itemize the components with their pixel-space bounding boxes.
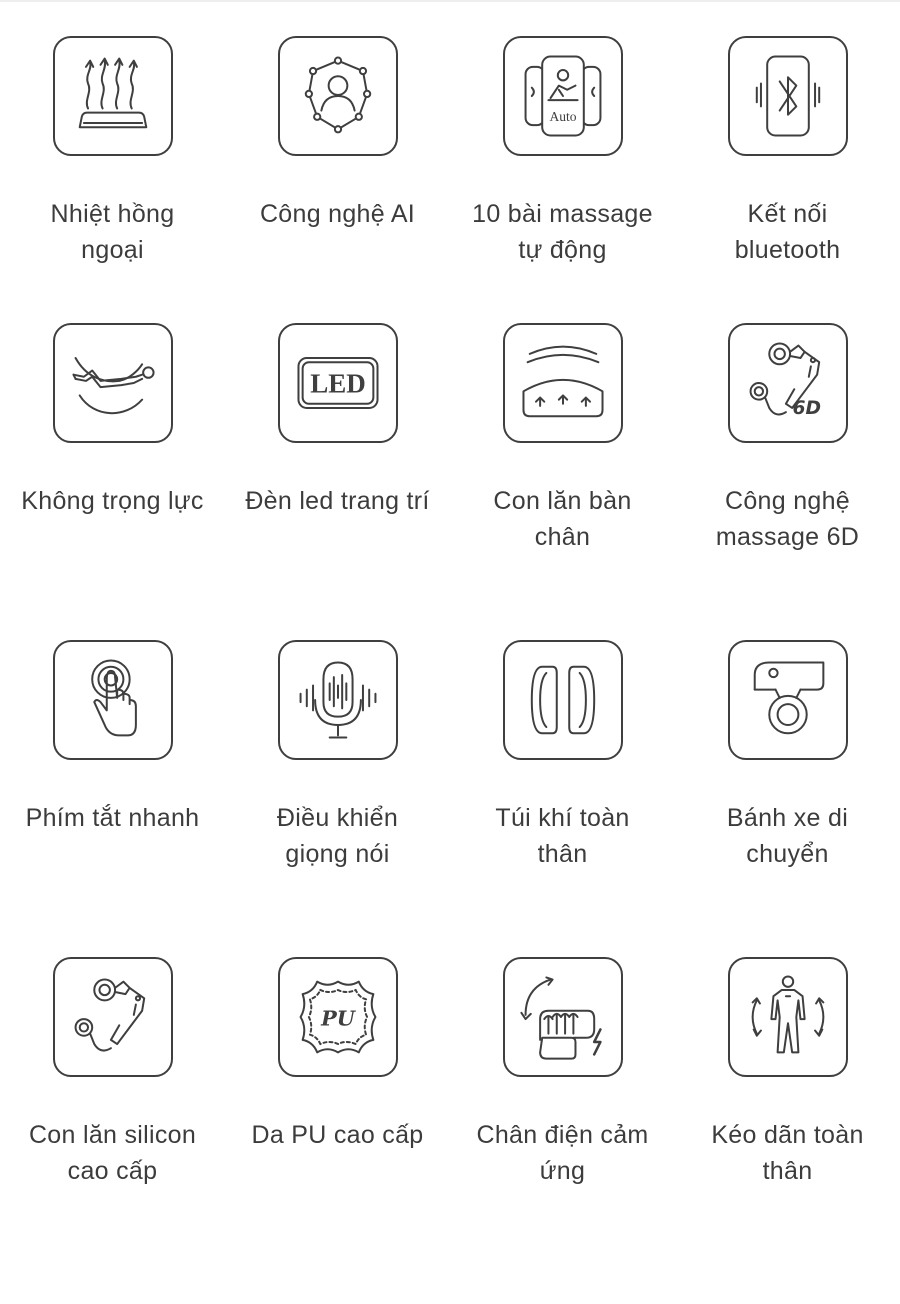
feature-item <box>225 640 450 987</box>
led-light-icon <box>286 331 390 435</box>
wheel-icon <box>736 648 840 752</box>
icon-frame <box>278 323 398 443</box>
feature-item <box>450 323 675 670</box>
zero-gravity-icon <box>61 331 165 435</box>
feature-label: Công nghệ AI <box>259 200 416 228</box>
feature-item <box>0 640 225 987</box>
feature-label: Điều khiển giọng nói <box>276 804 399 868</box>
feature-label: Không trọng lực <box>21 487 204 515</box>
feature-label: Công nghệ massage 6D <box>715 487 860 551</box>
massage-6d-icon <box>736 331 840 435</box>
full-body-stretch-icon <box>736 965 840 1069</box>
icon-frame <box>503 36 623 156</box>
feature-item <box>225 36 450 353</box>
ai-face-scan-icon <box>286 44 390 148</box>
feature-item <box>675 640 900 987</box>
feature-label: Chân điện cảm ứng <box>476 1121 649 1185</box>
feature-item <box>225 323 450 670</box>
led-text: LED <box>309 368 366 399</box>
infrared-heat-icon <box>61 44 165 148</box>
foot-roller-icon <box>511 331 615 435</box>
feature-label: Da PU cao cấp <box>251 1121 424 1149</box>
icon-frame <box>53 36 173 156</box>
feature-label: Con lăn silicon cao cấp <box>28 1121 197 1185</box>
pu-text: PU <box>320 1005 355 1031</box>
feature-label: Túi khí toàn thân <box>495 804 630 868</box>
feature-label: Kéo dãn toàn thân <box>711 1121 864 1185</box>
icon-frame <box>278 36 398 156</box>
feature-grid <box>0 36 900 1304</box>
feature-item <box>675 36 900 353</box>
icon-frame <box>503 640 623 760</box>
voice-control-icon <box>286 648 390 752</box>
electric-leg-icon <box>511 965 615 1069</box>
feature-item <box>675 323 900 670</box>
silicon-roller-icon <box>61 965 165 1069</box>
feature-item <box>675 957 900 1304</box>
feature-label: Nhiệt hồng ngoại <box>50 200 175 264</box>
feature-label: 10 bài massage tự động <box>472 200 653 264</box>
icon-frame <box>278 957 398 1077</box>
feature-item <box>450 36 675 353</box>
icon-frame <box>503 957 623 1077</box>
icon-frame <box>53 323 173 443</box>
feature-label: Bánh xe di chuyển <box>726 804 849 868</box>
feature-label: Kết nối bluetooth <box>734 200 841 264</box>
icon-frame <box>728 640 848 760</box>
icon-frame <box>728 323 848 443</box>
feature-item <box>0 36 225 353</box>
pu-leather-icon <box>286 965 390 1069</box>
icon-frame <box>53 957 173 1077</box>
top-divider <box>0 0 900 2</box>
feature-label: Phím tắt nhanh <box>25 804 200 832</box>
auto-text: Auto <box>548 108 577 124</box>
icon-frame <box>503 323 623 443</box>
icon-frame <box>728 957 848 1077</box>
feature-item <box>0 957 225 1304</box>
feature-label: Đèn led trang trí <box>245 487 430 515</box>
feature-item <box>225 957 450 1304</box>
feature-item <box>0 323 225 670</box>
bluetooth-icon <box>736 44 840 148</box>
icon-frame <box>278 640 398 760</box>
touch-shortcut-icon <box>61 648 165 752</box>
airbag-icon <box>511 648 615 752</box>
icon-frame <box>53 640 173 760</box>
6d-text: 6D <box>791 398 821 420</box>
auto-massage-icon <box>511 44 615 148</box>
icon-frame <box>728 36 848 156</box>
feature-item <box>450 957 675 1304</box>
feature-label: Con lăn bàn chân <box>493 487 632 551</box>
feature-item <box>450 640 675 987</box>
